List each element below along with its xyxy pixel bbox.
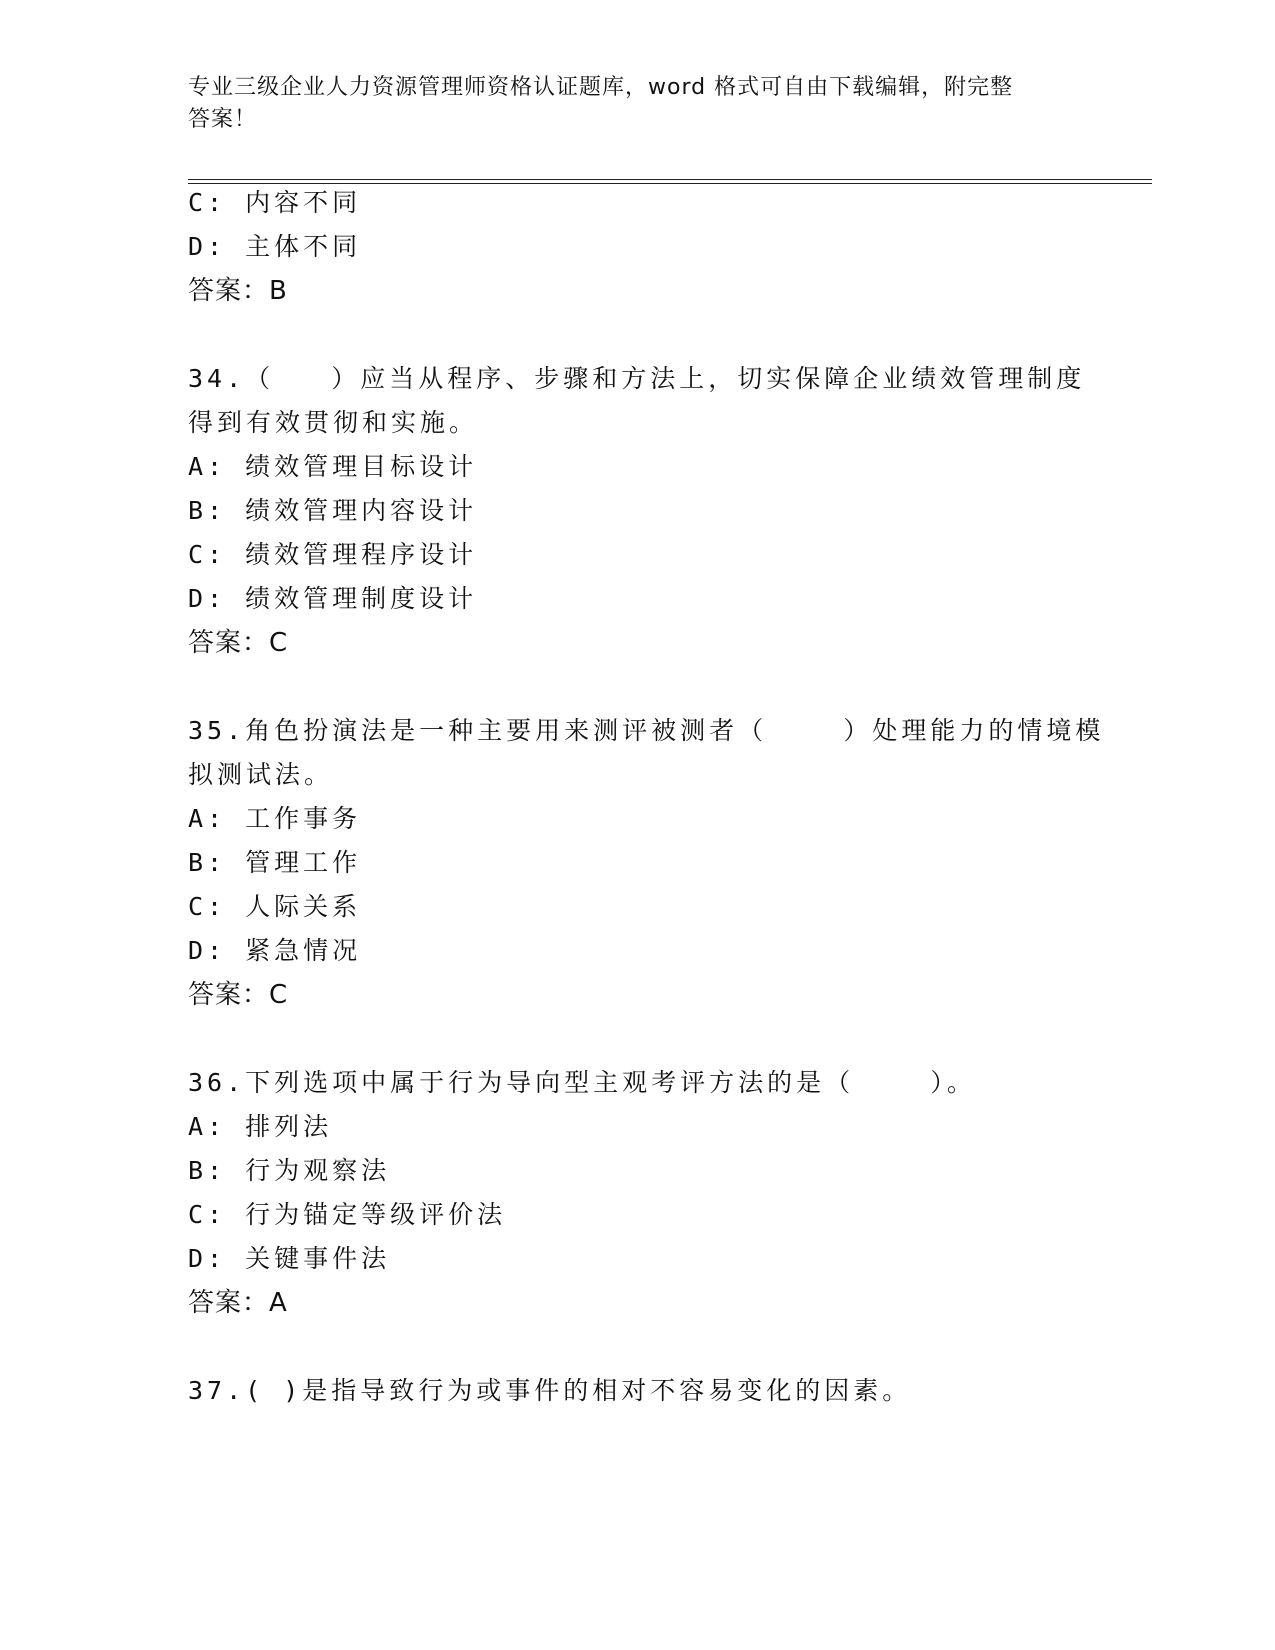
q36-option-c: C: 行为锚定等级评价法 [188, 1200, 507, 1229]
q36-option-b: B: 行为观察法 [188, 1156, 391, 1185]
q35-option-a: A: 工作事务 [188, 804, 362, 833]
q36-option-d: D: 关键事件法 [188, 1244, 391, 1273]
q35-answer: 答案：C [188, 980, 289, 1010]
q35-option-b: B: 管理工作 [188, 848, 362, 877]
q33-option-d: D: 主体不同 [188, 232, 362, 261]
q35-option-d: D: 紧急情况 [188, 936, 362, 965]
q36-answer: 答案：A [188, 1288, 288, 1318]
q34-option-a: A: 绩效管理目标设计 [188, 452, 478, 481]
q34-answer: 答案：C [188, 628, 289, 658]
document-header: 专业三级企业人力资源管理师资格认证题库，word 格式可自由下载编辑，附完整 答案！ [188, 75, 1014, 132]
header-divider-top [188, 179, 1152, 180]
q34-option-c: C: 绩效管理程序设计 [188, 540, 478, 569]
q34-stem-line-1: 34.（ ）应当从程序、步骤和方法上，切实保障企业绩效管理制度 [188, 364, 1086, 393]
q37-stem-line-1: 37.( )是指导致行为或事件的相对不容易变化的因素。 [188, 1376, 912, 1405]
q33-option-c: C: 内容不同 [188, 188, 362, 217]
q36-option-a: A: 排列法 [188, 1112, 333, 1141]
q34-option-d: D: 绩效管理制度设计 [188, 584, 478, 613]
q35-stem-line-1: 35.角色扮演法是一种主要用来测评被测者（ ）处理能力的情境模 [188, 716, 1105, 745]
q35-stem-line-2: 拟测试法。 [188, 760, 334, 789]
q35-option-c: C: 人际关系 [188, 892, 362, 921]
q33-answer: 答案：B [188, 276, 288, 306]
q36-stem-line-1: 36.下列选项中属于行为导向型主观考评方法的是（ ）。 [188, 1068, 976, 1097]
q34-option-b: B: 绩效管理内容设计 [188, 496, 478, 525]
q34-stem-line-2: 得到有效贯彻和实施。 [188, 408, 479, 437]
header-divider-bottom [188, 183, 1152, 184]
